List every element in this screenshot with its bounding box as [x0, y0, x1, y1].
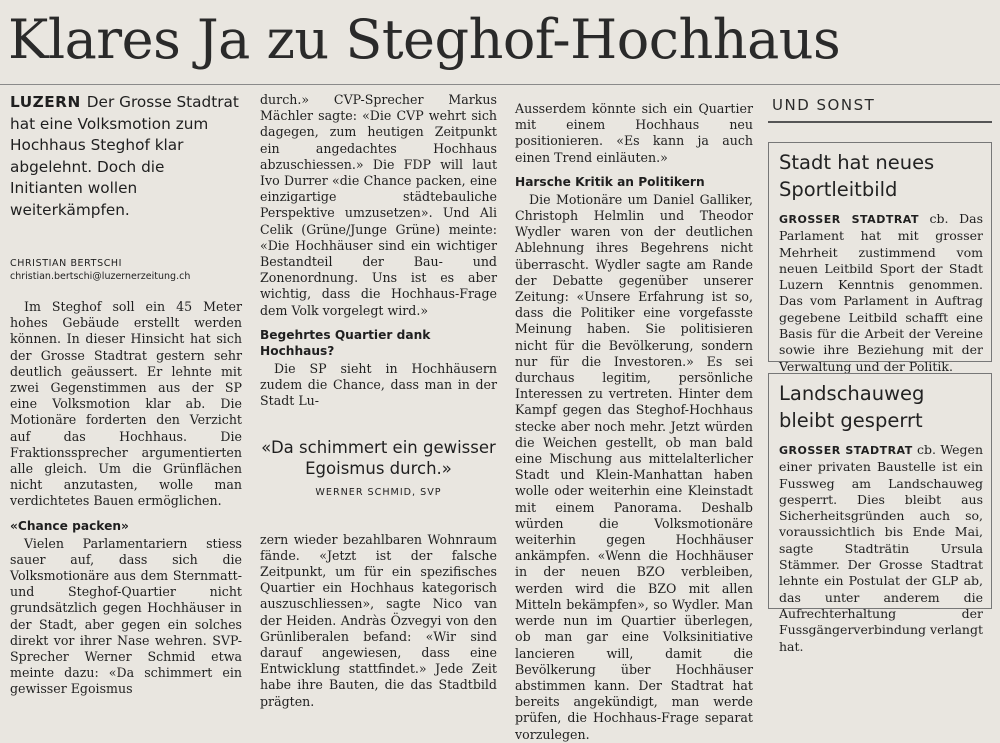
- column-1: [10, 92, 242, 698]
- pull-quote: «Da schimmert ein gewisser Egoismus durch.»: [261, 438, 496, 479]
- sidebar-item-landschauweg: [768, 373, 992, 654]
- body-paragraph: Vielen Parlamentariern stiess sauer auf, dass sich die Volksmotionäre aus dem Sternmatt- und Steghof-Quartier nicht grundsätzlich gegen Hochhäuser in der Stadt, aber gegen ein solches direkt vor ihrer Nase wehren. SVP-Sprecher Werner Schmid etwa meinte dazu: «Da schimmert ein gewisser Egoismus: [10, 535, 242, 697]
- sidebar-item-body: cb. Wegen einer privaten Baustelle ist ein Fussweg am Landschauweg gesperrt. Dies bleibt aus Sicherheitsgründen auch so, voraussichtlich bis Ende Mai, sagte Stadträtin Ursula Stämmer. Der Grosse Stadtrat lehnte ein Postulat der GLP ab, das unter anderem die Aufrechterhaltung der Fussgängerverbindung verlangt hat.: [779, 442, 983, 654]
- body-paragraph: zern wieder bezahlbaren Wohnraum fände. «Jetzt ist der falsche Zeitpunkt, um für ein spezifisches Quartier ein Hochhaus kategorisch auszuschliessen», sagte Nico van der Heiden. Andràs Özvegyi von den Grünliberalen befand: «Wir sind darauf angewiesen, dass eine Entwicklung stattfindet.» Jede Zeit habe ihre Bauten, die das Stadtbild prägten.: [260, 531, 497, 709]
- column-2: [260, 92, 497, 710]
- body-paragraph: Die Motionäre um Daniel Galliker, Christoph Helmlin und Theodor Wydler waren von der deutlichen Ablehnung ihres Begehrens nicht überrascht. Wydler sagte am Rande der Debatte gegenüber unserer Zeitung: «Unsere Erfahrung ist so, dass die Politiker eine vorgefasste Meinung haben. Sie politisieren nicht für die Bevölkerung, sondern nur für die Investoren.» Es sei durchaus legitim, persönliche Interessen zu vertreten. Hinter dem Kampf gegen das Steghof-Hochhaus stecke aber noch mehr. Jetzt würden die Weichen gestellt, ob man bald eine Mischung aus mittelalterlicher Stadt und Klein-Manhattan haben wolle oder weiterhin eine Kleinstadt mit einem Panorama. Deshalb würden die Volksmotionäre weiterhin gegen Hochhäuser ankämpfen. «Wenn die Hochhäuser in der neuen BZO verbleiben, werden wird die BZO mit allen Mitteln bekämpfen», so Wydler. Man werde nun im Quartier überlegen, ob man gar eine Volksinitiative lancieren will, damit die Bevölkerung über Hochhäuser abstimmen kann. Der Stadtrat hat bereits angekündigt, man werde prüfen, die Hochhaus-Frage separat vorzulegen.: [515, 191, 753, 742]
- body-paragraph: Die SP sieht in Hochhäusern zudem die Chance, dass man in der Stadt Lu-: [260, 360, 497, 409]
- body-paragraph: Im Steghof soll ein 45 Meter hohes Gebäude erstellt werden können. In dieser Hinsicht hat sich der Grosse Stadtrat gestern sehr deutlich geäussert. Er lehnte mit zwei Gegenstimmen aus der SP eine Volksmotion klar ab. Die Motionäre forderten den Verzicht auf das Hochhaus. Die Fraktionssprecher argumentierten alle gleich. Um die Grünflächen nicht anzutasten, wolle man verdichtetes Bauen ermöglichen.: [10, 299, 242, 509]
- body-paragraph: durch.» CVP-Sprecher Markus Mächler sagte: «Die CVP wehrt sich dagegen, zum heutigen Zeitpunkt ein angedachtes Hochhaus abzuschiessen.» Die FDP will laut Ivo Durrer «die Chance packen, eine einzigartige städtebauliche Perspektive umzusetzen». Und Ali Celik (Grüne/Junge Grüne) meinte: «Die Hochhäuser sind ein wichtiger Bestandteil der Bau- und Zonenordnung. Uns ist es aber wichtig, dass die Hochhaus-Frage dem Volk vorgelegt wird.»: [260, 92, 497, 318]
- dateline: LUZERN: [10, 93, 81, 111]
- sidebar-item-body: cb. Das Parlament hat mit grosser Mehrheit zustimmend vom neuen Leitbild Sport der Stadt Luzern Kenntnis genommen. Das vom Parlament in Auftrag gegebene Leitbild schafft eine Basis für die Arbeit der Vereine sowie ihre Beziehung mit der Verwaltung und der Politik.: [779, 211, 983, 374]
- author-email[interactable]: christian.bertschi@luzernerzeitung.ch: [10, 271, 191, 282]
- byline: [10, 257, 242, 283]
- headline: Klares Ja zu Steghof-Hochhaus: [8, 8, 841, 71]
- body-paragraph: Ausserdem könnte sich ein Quartier mit einem Hochhaus neu positionieren. «Es kann ja auch einen Trend einläuten.»: [515, 101, 753, 165]
- sidebar-item-tag: GROSSER STADTRAT: [779, 444, 913, 457]
- lead-paragraph: [10, 92, 242, 221]
- subheading-begehrtes-quartier: Begehrtes Quartier dank Hochhaus?: [260, 327, 431, 358]
- sidebar-rule: [768, 121, 992, 123]
- lead-text: Der Grosse Stadtrat hat eine Volksmotion zum Hochhaus Steghof klar abgelehnt. Doch die Initianten wollen weiterkämpfen.: [10, 93, 239, 219]
- headline-rule: [0, 84, 1000, 85]
- column-3: [515, 101, 753, 743]
- sidebar-item-text: [779, 442, 983, 655]
- pull-quote-attribution: WERNER SCHMID, SVP: [315, 487, 442, 499]
- subheading-harsche-kritik: Harsche Kritik an Politikern: [515, 174, 705, 189]
- sidebar-item-title: Landschauweg bleibt gesperrt: [779, 382, 925, 432]
- sidebar-item-title: Stadt hat neues Sportleitbild: [779, 151, 935, 201]
- author-name: CHRISTIAN BERTSCHI: [10, 258, 123, 269]
- sidebar-item-sportleitbild: [768, 142, 992, 374]
- sidebar-heading: UND SONST: [772, 96, 876, 114]
- sidebar-item-text: [779, 211, 983, 375]
- subheading-chance-packen: «Chance packen»: [10, 518, 129, 533]
- sidebar-item-tag: GROSSER STADTRAT: [779, 213, 919, 226]
